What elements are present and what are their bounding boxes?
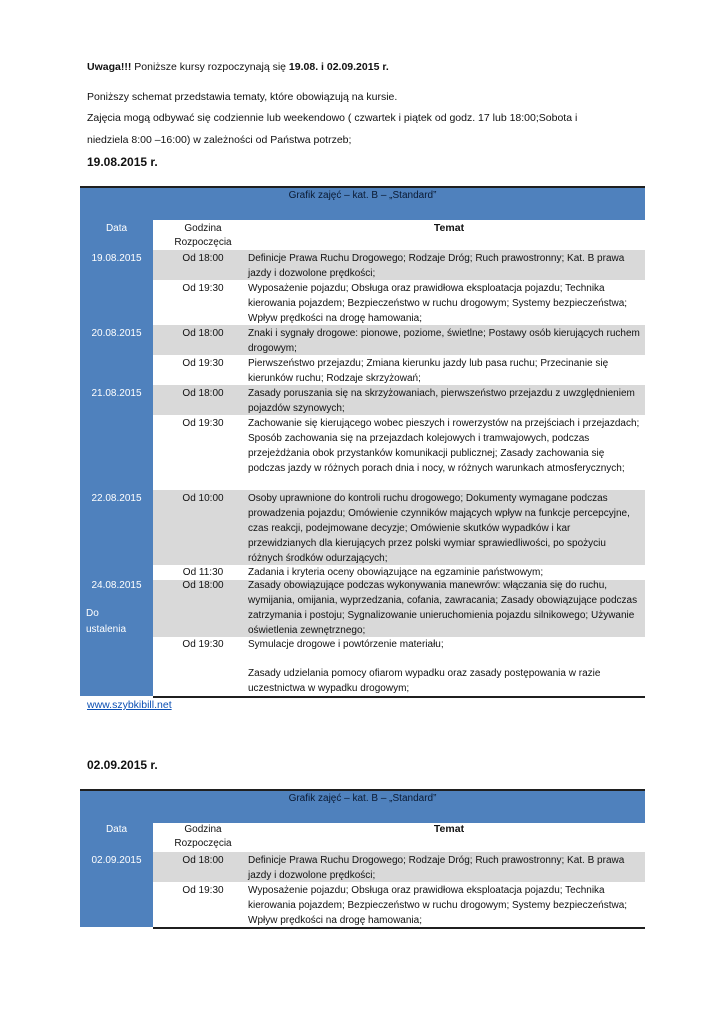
column-header-temat: Temat: [433, 823, 465, 835]
table-row: [153, 355, 645, 385]
column-header-godzina-line1: Godzina: [184, 824, 222, 835]
table-row: [153, 637, 645, 696]
column-header-godzina-line2: Rozpoczęcia: [174, 838, 232, 849]
row-topic: Osoby uprawnione do kontroli ruchu drogowego; Dokumenty wymagane podczas prowadzenia pojazdu; Omówienie czynników mających wpływ na funkcje percepcyjne, czas reakcji, podejmowane decyzje; Omówienie skutków wypadków i kar przewidzianych dla kierujących przez polski wymiar sprawiedliwości, po spożyciu różnych środków odurzających;: [248, 493, 630, 564]
row-date: 19.08.2015: [91, 253, 142, 264]
row-topic: Zadania i kryteria oceny obowiązujące na egzaminie państwowym;: [248, 567, 544, 578]
row-topic: Wyposażenie pojazdu; Obsługa oraz prawidłowa eksploatacja pojazdu; Technika kierowania pojazdem; Bezpieczeństwo w ruchu drogowym; Systemy bezpieczeństwa; Wpływ prędkości na drogę hamowania;: [248, 283, 628, 324]
notice-line: [87, 59, 389, 75]
notice-dates: 19.08. i 02.09.2015 r.: [288, 61, 389, 73]
schedule-table-1: [80, 186, 645, 698]
row-time: Od 19:30: [182, 358, 224, 369]
table-title: Grafik zajęć – kat. B – „Standard”: [80, 791, 645, 807]
column-header-temat: Temat: [433, 222, 465, 234]
table-row: [91, 250, 645, 280]
table-row: [153, 415, 645, 490]
row-time: Od 19:30: [182, 283, 224, 294]
notice-middle: Poniższe kursy rozpoczynają się: [131, 61, 289, 73]
table-row: [153, 882, 645, 927]
row-topic: Wyposażenie pojazdu; Obsługa oraz prawidłowa eksploatacja pojazdu; Technika kierowania pojazdem; Bezpieczeństwo w ruchu drogowym; Systemy bezpieczeństwa; Wpływ prędkości na drogę hamowania;: [248, 885, 628, 926]
row-date: 21.08.2015: [91, 388, 142, 399]
row-time: Od 18:00: [182, 580, 224, 591]
column-header-godzina-line2: Rozpoczęcia: [174, 237, 232, 248]
table-row: [91, 385, 645, 415]
row-time: Od 18:00: [182, 253, 224, 264]
intro-line-4: niedziela 8:00 –16:00) w zależności od Państwa potrzeb;: [87, 134, 352, 146]
table-row: [91, 852, 645, 882]
column-header-godzina-line1: Godzina: [184, 223, 222, 234]
row-date: 02.09.2015: [91, 855, 142, 866]
row-topic-continued: Zasady udzielania pomocy ofiarom wypadku oraz zasady postępowania w razie uczestnictwa w wypadku drogowym;: [248, 668, 601, 694]
note-do-ustalenia: [86, 606, 126, 638]
section2-heading: 02.09.2015 r.: [87, 758, 158, 772]
row-time: Od 19:30: [182, 885, 224, 896]
schedule-table-2: [80, 789, 645, 931]
row-time: Od 18:00: [182, 388, 224, 399]
section1-heading: 19.08.2015 r.: [87, 155, 158, 169]
note-line1: Do: [86, 608, 99, 619]
row-topic: Znaki i sygnały drogowe: pionowe, poziome, świetlne; Postawy osób kierujących ruchem drogowym;: [248, 328, 640, 354]
row-time: Od 10:00: [182, 493, 224, 504]
column-header-data: Data: [105, 824, 128, 835]
column-header-godzina: [153, 823, 253, 851]
row-topic: Zachowanie się kierującego wobec pieszych i rowerzystów na przejściach i przejazdach; Sposób zachowania się na przejazdach kolejowych i tramwajowych, podczas przejeżdżania obok przystanków komunikacji publicznej; Zasady zachowania się podczas jazdy w różnych porach dnia i nocy, w różnych warunkach atmosferycznych;: [248, 418, 640, 474]
website-link[interactable]: www.szybkibill.net: [87, 699, 172, 711]
row-time: Od 18:00: [182, 328, 224, 339]
row-date: 24.08.2015: [91, 580, 142, 591]
row-time: Od 11:30: [182, 567, 224, 578]
row-topic: Zasady obowiązujące podczas wykonywania manewrów: włączania się do ruchu, wymijania, omijania, wyprzedzania, cofania, zawracania; Zasady obowiązujące podczas zatrzymania i postoju; Sygnalizowanie unieruchomienia pojazdu silnikowego; Używanie oświetlenia zewnętrznego;: [248, 580, 638, 636]
intro-line-3: Zajęcia mogą odbywać się codziennie lub weekendowo ( czwartek i piątek od godz. 17 lub 18:00;Sobota i: [87, 112, 578, 124]
notice-prefix: Uwaga!!!: [87, 61, 132, 73]
row-time: Od 19:30: [182, 418, 224, 429]
table-title: Grafik zajęć – kat. B – „Standard”: [80, 188, 645, 204]
row-time: Od 19:30: [182, 639, 224, 650]
column-header-data: Data: [105, 223, 128, 234]
row-topic: Zasady poruszania się na skrzyżowaniach, pierwszeństwo przejazdu z uwzględnieniem pojazdów szynowych;: [248, 388, 635, 414]
table-row: [91, 490, 645, 565]
table-bottom-rule: [153, 927, 645, 929]
row-date: 20.08.2015: [91, 328, 142, 339]
table-row: [91, 325, 645, 355]
row-date: 22.08.2015: [91, 493, 142, 504]
table-subbar: [80, 204, 645, 220]
column-header-godzina: [153, 222, 253, 250]
intro-line-2: Poniższy schemat przedstawia tematy, które obowiązują na kursie.: [87, 91, 398, 103]
row-topic: Definicje Prawa Ruchu Drogowego; Rodzaje Dróg; Ruch prawostronny; Kat. B prawa jazdy i dozwolone prędkości;: [248, 253, 625, 279]
table-row: [153, 280, 645, 325]
row-topic: Symulacje drogowe i powtórzenie materiału;: [248, 639, 444, 650]
table-bottom-rule: [153, 696, 645, 698]
row-topic: Pierwszeństwo przejazdu; Zmiana kierunku jazdy lub pasa ruchu; Przecinanie się kierunków ruchu; Rodzaje skrzyżowań;: [248, 358, 609, 384]
table-subbar: [80, 807, 645, 823]
row-time: Od 18:00: [182, 855, 224, 866]
row-topic: Definicje Prawa Ruchu Drogowego; Rodzaje Dróg; Ruch prawostronny; Kat. B prawa jazdy i dozwolone prędkości;: [248, 855, 625, 881]
note-line2: ustalenia: [86, 624, 127, 635]
